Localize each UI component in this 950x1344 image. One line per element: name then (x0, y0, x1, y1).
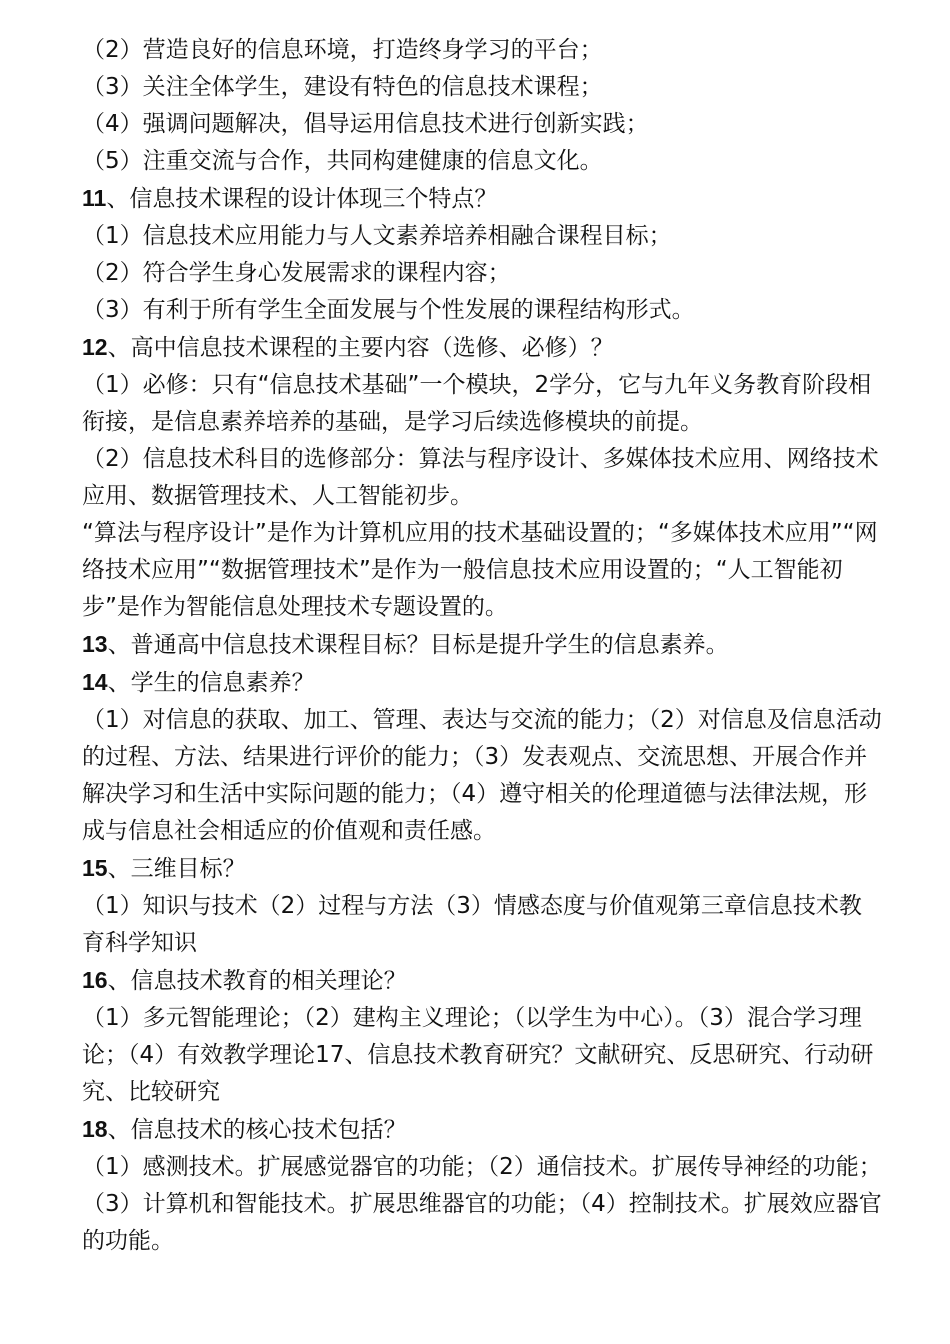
question-number: 15 (82, 855, 108, 881)
paragraph: （3）有利于所有学生全面发展与个性发展的课程结构形式。 (82, 297, 695, 323)
paragraph: （4）强调问题解决，倡导运用信息技术进行创新实践； (82, 111, 649, 137)
question-number: 18 (82, 1116, 108, 1142)
question-heading (82, 1111, 882, 1149)
question-text: 、信息技术的核心技术包括？ (107, 1117, 407, 1143)
paragraph: （1）必修：只有“信息技术基础”一个模块，2学分，它与九年义务教育阶段相衔接，是信息素养培养的基础，是学习后续选修模块的前提。 (82, 372, 872, 435)
question-heading (82, 626, 882, 664)
question-heading (82, 180, 882, 218)
question-heading (82, 664, 882, 702)
paragraph: （1）对信息的获取、加工、管理、表达与交流的能力；（2）对信息及信息活动的过程、方法、结果进行评价的能力；（3）发表观点、交流思想、开展合作并解决学习和生活中实际问题的能力；（4）遵守相关的伦理道德与法律法规，形成与信息社会相适应的价值观和责任感。 (82, 707, 882, 844)
paragraph: （1）信息技术应用能力与人文素养培养相融合课程目标； (82, 223, 672, 249)
paragraph: （2）信息技术科目的选修部分：算法与程序设计、多媒体技术应用、网络技术应用、数据管理技术、人工智能初步。 (82, 446, 879, 509)
question-number: 16 (82, 967, 108, 993)
question-heading (82, 962, 882, 1000)
question-number: 13 (82, 631, 108, 657)
question-text: 、三维目标？ (107, 856, 246, 882)
paragraph: （2）营造良好的信息环境，打造终身学习的平台； (82, 37, 603, 63)
paragraph: （3）关注全体学生，建设有特色的信息技术课程； (82, 74, 603, 100)
question-text: 、学生的信息素养？ (107, 670, 315, 696)
paragraph: （1）多元智能理论；（2）建构主义理论；（以学生为中心）。（3）混合学习理论；（4）有效教学理论17、信息技术教育研究？文献研究、反思研究、行动研究、比较研究 (82, 1005, 874, 1105)
paragraph: （2）符合学生身心发展需求的课程内容； (82, 260, 511, 286)
paragraph: （1）感测技术。扩展感觉器官的功能；（2）通信技术。扩展传导神经的功能；（3）计算机和智能技术。扩展思维器官的功能；（4）控制技术。扩展效应器官的功能。 (82, 1154, 882, 1254)
question-heading (82, 329, 882, 367)
question-text: 、信息技术课程的设计体现三个特点？ (106, 186, 498, 212)
document-page (82, 32, 882, 1260)
paragraph: （5）注重交流与合作，共同构建健康的信息文化。 (82, 148, 603, 174)
question-text: 、高中信息技术课程的主要内容（选修、必修）？ (107, 335, 614, 361)
paragraph: （1）知识与技术（2）过程与方法（3）情感态度与价值观第三章信息技术教育科学知识 (82, 893, 862, 956)
question-number: 14 (82, 669, 108, 695)
question-number: 12 (82, 334, 108, 360)
paragraph: “算法与程序设计”是作为计算机应用的技术基础设置的；“多媒体技术应用”“网络技术应用”“数据管理技术”是作为一般信息技术应用设置的；“人工智能初步”是作为智能信息处理技术专题设置的。 (82, 520, 878, 620)
question-heading (82, 850, 882, 888)
question-number: 11 (82, 185, 107, 211)
question-text: 、普通高中信息技术课程目标？目标是提升学生的信息素养。 (107, 632, 729, 658)
question-text: 、信息技术教育的相关理论？ (107, 968, 407, 994)
